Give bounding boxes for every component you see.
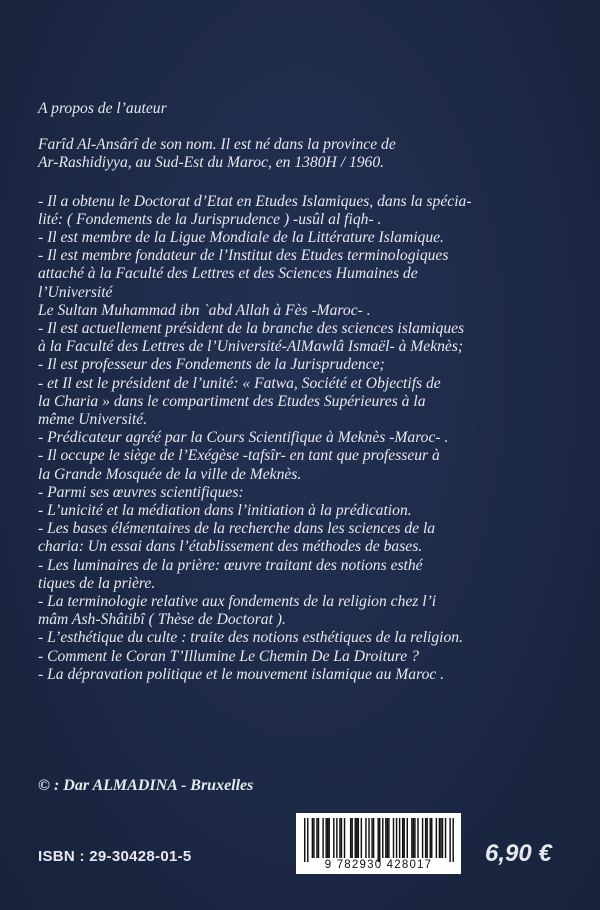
barcode-bar — [336, 818, 337, 858]
barcode-bar — [365, 818, 366, 858]
intro-line: Ar-Rashidiyya, au Sud-Est du Maroc, en 1380H / 1960. — [38, 154, 385, 172]
barcode-bar — [313, 818, 314, 858]
barcode-bar — [413, 818, 414, 858]
barcode-bar — [388, 818, 389, 858]
barcode-bar — [351, 818, 352, 858]
barcode-bar — [327, 818, 328, 858]
barcode-bar — [393, 818, 394, 858]
list-item-line: - Prédicateur agréé par la Cours Scientifique à Meknès -Maroc- . — [38, 429, 449, 447]
barcode-bar — [436, 818, 437, 858]
barcode-bar — [318, 818, 319, 858]
list-item-line: - Parmi ses œuvres scientifiques: — [38, 483, 244, 501]
list-item — [38, 484, 578, 502]
barcode-bar — [373, 818, 374, 858]
list-item-line: - Il a obtenu le Doctorat d’Etat en Etudes Islamiques, dans la spécia- — [38, 192, 472, 210]
list-item-line: - La terminologie relative aux fondements de la religion chez l’i — [38, 593, 437, 611]
barcode-bar — [385, 818, 386, 858]
barcode-bar — [371, 818, 372, 858]
barcode-bar — [426, 818, 427, 858]
list-item — [38, 502, 578, 520]
barcode-bar — [399, 818, 400, 858]
barcode — [296, 813, 461, 874]
list-item-line: même Université. — [38, 411, 148, 429]
list-item-line: la Charia » dans le compartiment des Etudes Supérieures à la — [38, 392, 426, 410]
barcode-bar — [341, 818, 342, 858]
barcode-bar — [382, 818, 383, 858]
list-item-line: - Il est membre fondateur de l’Institut des Etudes terminologiques — [38, 247, 449, 265]
barcode-bar — [417, 818, 418, 858]
price-tag: 6,90 € — [485, 840, 552, 867]
list-item — [38, 247, 578, 320]
barcode-bar — [333, 818, 334, 858]
barcode-bar — [356, 818, 357, 858]
list-item-line: - L’esthétique du culte : traite des notions esthétiques de la religion. — [38, 629, 463, 647]
barcode-bar — [350, 818, 351, 858]
barcode-bar — [379, 818, 380, 862]
list-item-line: - Il est membre de la Ligue Mondiale de la Littérature Islamique. — [38, 229, 444, 247]
list-item-line: - Il est professeur des Fondements de la Jurisprudence; — [38, 356, 385, 374]
list-item — [38, 520, 578, 556]
barcode-bar — [396, 818, 397, 858]
barcode-bar — [304, 818, 305, 862]
list-item-line: lité: ( Fondements de la Jurisprudence ) -usûl al fiqh- . — [38, 210, 382, 228]
list-item-line: - Les luminaires de la prière: œuvre traitant des notions esthé — [38, 556, 423, 574]
list-item-line: - Les bases élémentaires de la recherche dans les sciences de la — [38, 520, 436, 538]
list-item — [38, 193, 578, 229]
list-item — [38, 629, 578, 647]
barcode-bar — [422, 818, 423, 858]
list-item-line: charia: Un essai dans l’établissement des méthodes de bases. — [38, 538, 423, 556]
isbn-number: ISBN : 29-30428-01-5 — [38, 848, 192, 865]
barcode-bar — [339, 818, 340, 858]
list-item-line: - Comment le Coran T’Illumine Le Chemin De La Droiture ? — [38, 647, 419, 665]
list-item-line: attaché à la Faculté des Lettres et des Sciences Humaines de — [38, 265, 418, 283]
copyright-publisher: © : Dar ALMADINA - Bruxelles — [38, 777, 254, 794]
barcode-bar — [368, 818, 369, 858]
barcode-bar — [439, 818, 440, 858]
list-item-line: tiques de la prière. — [38, 574, 156, 592]
barcode-bar — [449, 818, 450, 862]
list-item — [38, 593, 578, 629]
barcode-bar — [411, 818, 412, 858]
barcode-bar — [328, 818, 329, 858]
barcode-bar — [403, 818, 404, 858]
barcode-bar — [387, 818, 388, 858]
list-item-line: - Il occupe le siège de l’Exégèse -tafsîr- en tant que professeur à — [38, 447, 440, 465]
list-item-line: - La dépravation politique et le mouvement islamique au Maroc . — [38, 665, 445, 683]
list-item-line: mâm Ash-Shâtibî ( Thèse de Doctorat ). — [38, 611, 286, 629]
barcode-bar — [452, 818, 453, 862]
list-item — [38, 666, 578, 684]
list-item-line: - et Il est le président de l’unité: « Fatwa, Société et Objectifs de — [38, 374, 441, 392]
barcode-bar — [445, 818, 446, 858]
list-item — [38, 375, 578, 430]
barcode-bar — [322, 818, 323, 858]
list-item — [38, 648, 578, 666]
barcode-bar — [407, 818, 408, 858]
barcode-bar — [414, 818, 415, 858]
barcode-bar — [316, 818, 317, 858]
barcode-bar — [402, 818, 403, 858]
list-item — [38, 229, 578, 247]
list-item-line: à la Faculté des Lettres de l’Université-AlMawlâ Ismaël- à Meknès; — [38, 338, 464, 356]
section-heading: A propos de l’auteur — [38, 100, 167, 117]
barcode-bar — [425, 818, 426, 858]
barcode-bar — [361, 818, 362, 858]
barcode-bar — [442, 818, 443, 858]
barcode-bar — [307, 818, 308, 862]
barcode-bar — [358, 818, 359, 858]
list-item — [38, 320, 578, 356]
barcode-bars — [304, 818, 454, 862]
author-intro — [38, 136, 578, 172]
list-item-line: la Grande Mosquée de la ville de Meknès. — [38, 465, 302, 483]
list-item-line: - Il est actuellement président de la branche des sciences islamiques — [38, 320, 465, 338]
barcode-bar — [344, 818, 345, 858]
barcode-bar — [325, 818, 326, 858]
barcode-bar — [377, 818, 378, 862]
list-item-line: - L’unicité et la médiation dans l’initiation à la prédication. — [38, 502, 412, 520]
barcode-bar — [431, 818, 432, 858]
barcode-bar — [440, 818, 441, 858]
author-credentials-list — [38, 193, 578, 684]
barcode-digits: 9 782930 428017 — [324, 859, 433, 871]
list-item-line: l’Université — [38, 283, 113, 301]
list-item — [38, 447, 578, 483]
list-item-line: Le Sultan Muhammad ibn `abd Allah à Fès -Maroc- . — [38, 301, 371, 319]
intro-line: Farîd Al-Ansârî de son nom. Il est né dans la province de — [38, 136, 396, 154]
list-item — [38, 356, 578, 374]
about-author-section — [38, 100, 578, 684]
list-item — [38, 557, 578, 593]
barcode-bar — [430, 818, 431, 858]
barcode-bar — [355, 818, 356, 858]
list-item — [38, 429, 578, 447]
barcode-bar — [312, 818, 313, 858]
